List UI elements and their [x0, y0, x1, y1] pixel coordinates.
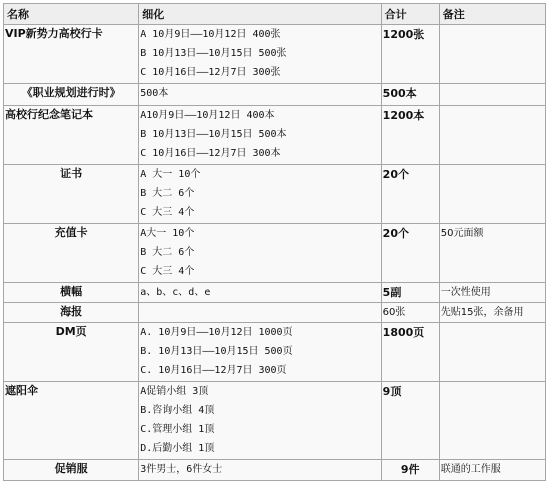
item-total [382, 25, 439, 83]
detail-line [140, 303, 379, 322]
item-note [440, 84, 545, 105]
item-note [440, 303, 545, 322]
detail-line: B 10月13日——10月15日 500张 [140, 48, 287, 59]
header-detail: 细化 [139, 4, 380, 24]
table-row [4, 84, 545, 105]
item-total [382, 165, 439, 223]
total-value: 20个 [382, 227, 409, 240]
detail-line: A 大一 10个 [140, 169, 201, 180]
detail-line: B 大二 6个 [140, 188, 195, 199]
item-total [382, 303, 439, 322]
note-value: 联通的工作服 [440, 464, 501, 475]
item-detail [139, 323, 380, 381]
table-row [4, 106, 545, 164]
table-row [4, 283, 545, 302]
item-detail [139, 224, 380, 282]
total-value: 1200本 [382, 109, 425, 122]
header-row [4, 4, 545, 24]
item-note [440, 224, 545, 282]
item-note [440, 25, 545, 83]
item-detail [139, 165, 380, 223]
detail-line: C. 10月16日——12月7日 300页 [140, 365, 287, 376]
item-total [382, 382, 439, 459]
item-name: DM页 [4, 323, 138, 381]
item-name: 横幅 [4, 283, 138, 302]
item-name: 遮阳伞 [4, 382, 138, 459]
detail-line: A大一 10个 [140, 228, 195, 239]
header-total: 合计 [382, 4, 439, 24]
item-total [382, 106, 439, 164]
detail-line: A10月9日——10月12日 400本 [140, 110, 275, 121]
detail-line: A. 10月9日——10月12日 1000页 [140, 327, 293, 338]
item-name: VIP新势力高校行卡 [4, 25, 138, 83]
item-note [440, 106, 545, 164]
detail-line: B.咨询小组 4顶 [140, 405, 215, 416]
item-name: 高校行纪念笔记本 [4, 106, 138, 164]
item-name: 充值卡 [4, 224, 138, 282]
detail-line: B 10月13日——10月15日 500本 [140, 129, 287, 140]
detail-line: a、b、c、d、e [140, 287, 211, 298]
item-total [382, 224, 439, 282]
item-name: 海报 [4, 303, 138, 322]
table-row [4, 25, 545, 83]
note-value: 50元面额 [440, 228, 484, 239]
detail-line: B 大二 6个 [140, 247, 195, 258]
detail-line: B. 10月13日——10月15日 500页 [140, 346, 293, 357]
item-detail [139, 460, 380, 480]
item-note [440, 382, 545, 459]
note-value: 先贴15张，余备用 [440, 307, 524, 318]
table-row [4, 224, 545, 282]
item-note [440, 165, 545, 223]
total-value: 9件 [400, 463, 420, 476]
item-note [440, 460, 545, 480]
item-total [382, 84, 439, 105]
item-detail [139, 283, 380, 302]
detail-line: C 10月16日——12月7日 300张 [140, 67, 281, 78]
detail-line: D.后勤小组 1顶 [140, 443, 215, 454]
detail-line: C 大三 4个 [140, 207, 195, 218]
header-name: 名称 [4, 4, 138, 24]
item-note [440, 283, 545, 302]
table-row [4, 323, 545, 381]
item-name: 证书 [4, 165, 138, 223]
item-name: 《职业规划进行时》 [4, 84, 138, 105]
detail-line: A 10月9日——10月12日 400张 [140, 29, 281, 40]
table-row [4, 303, 545, 322]
item-total [382, 323, 439, 381]
item-detail [139, 106, 380, 164]
total-value: 9顶 [382, 385, 402, 398]
table-row [4, 460, 545, 480]
table-row [4, 382, 545, 459]
total-value: 1200张 [382, 28, 425, 41]
detail-line: 500本 [140, 88, 169, 99]
item-name: 促销服 [4, 460, 138, 480]
note-value: 一次性使用 [440, 287, 491, 298]
item-detail [139, 25, 380, 83]
item-detail [139, 382, 380, 459]
detail-line: A促销小组 3顶 [140, 386, 209, 397]
item-note [440, 323, 545, 381]
item-total [382, 460, 439, 480]
item-detail [139, 303, 380, 322]
item-detail [139, 84, 380, 105]
detail-line: C 10月16日——12月7日 300本 [140, 148, 281, 159]
total-value: 20个 [382, 168, 409, 181]
total-value: 5副 [382, 286, 402, 299]
detail-line: C 大三 4个 [140, 266, 195, 277]
table-row [4, 165, 545, 223]
detail-line: 3件男士，6件女士 [140, 464, 223, 475]
item-total [382, 283, 439, 302]
total-value: 500本 [382, 87, 417, 100]
total-value: 60张 [382, 307, 406, 318]
total-value: 1800页 [382, 326, 425, 339]
detail-line: C.管理小组 1顶 [140, 424, 215, 435]
header-note: 备注 [440, 4, 545, 24]
materials-table [3, 3, 546, 481]
